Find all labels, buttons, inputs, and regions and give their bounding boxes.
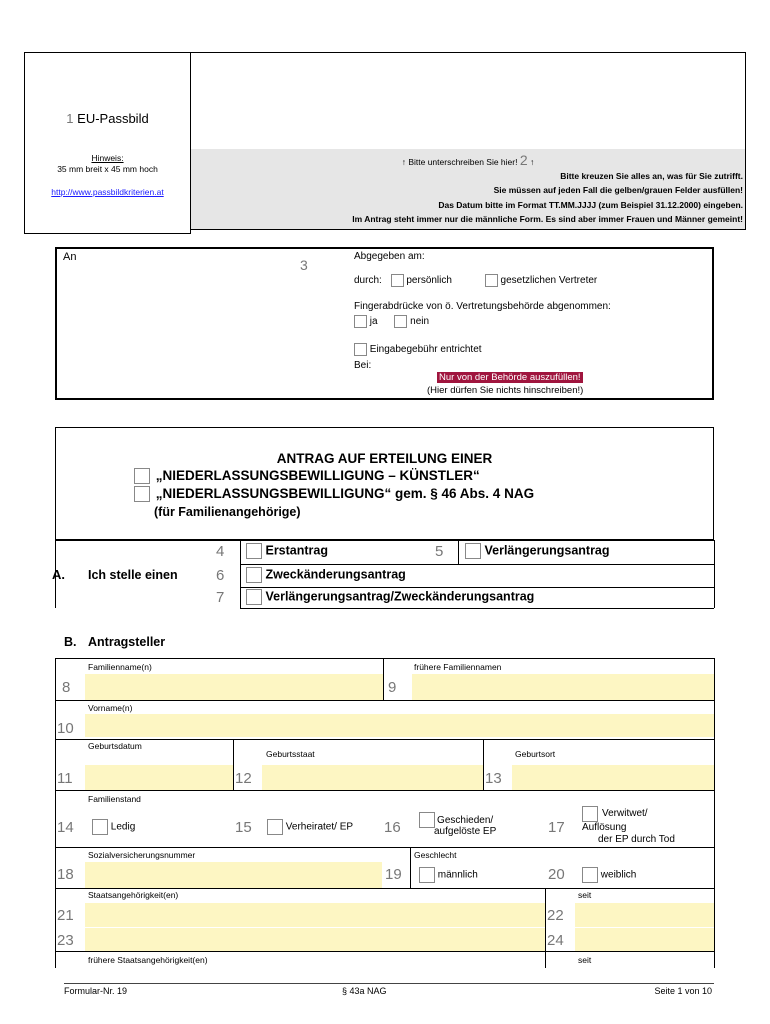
male-label: männlich bbox=[437, 869, 478, 881]
arrow-up-icon: ↑ bbox=[530, 157, 535, 167]
at-label: Bei: bbox=[354, 360, 372, 371]
fingerprints-no-checkbox[interactable] bbox=[394, 315, 407, 328]
field-number: 10 bbox=[57, 720, 74, 737]
fingerprints-yes-label: ja bbox=[369, 316, 378, 328]
fee-checkbox[interactable] bbox=[354, 343, 367, 356]
extension-checkbox[interactable] bbox=[465, 543, 481, 559]
photo-number: 1 bbox=[66, 111, 74, 126]
widowed-label-3: der EP durch Tod bbox=[598, 834, 675, 845]
section-b-title: Antragsteller bbox=[88, 635, 166, 649]
citizenship-label: Staatsangehörigkeit(en) bbox=[88, 890, 179, 900]
field-number: 24 bbox=[547, 932, 564, 949]
field-number: 11 bbox=[57, 770, 73, 787]
passbild-link[interactable]: http://www.passbildkriterien.at bbox=[51, 187, 164, 197]
by-label: durch: bbox=[354, 275, 382, 287]
authority-box bbox=[55, 247, 714, 400]
family-name-label: Familienname(n) bbox=[88, 662, 152, 672]
hint-title: Hinweis: bbox=[91, 153, 124, 163]
legal-rep-checkbox[interactable] bbox=[485, 274, 498, 287]
an-label: An bbox=[63, 251, 77, 263]
signature-number: 2 bbox=[519, 152, 528, 168]
fingerprints-yes-checkbox[interactable] bbox=[354, 315, 367, 328]
field-number: 22 bbox=[547, 907, 564, 924]
first-name-input[interactable] bbox=[85, 714, 714, 737]
title-line3: „NIEDERLASSUNGSBEWILLIGUNG“ gem. § 46 Abs. 4 NAG bbox=[155, 486, 535, 501]
fingerprints-no-label: nein bbox=[410, 316, 430, 328]
legal-rep-label: gesetzlichen Vertreter bbox=[500, 275, 598, 287]
married-label: Verheiratet/ EP bbox=[285, 821, 354, 833]
field-number: 16 bbox=[384, 819, 401, 836]
first-name-label: Vorname(n) bbox=[88, 703, 133, 713]
sex-label: Geschlecht bbox=[414, 850, 457, 860]
title-line2: „NIEDERLASSUNGSBEWILLIGUNG – KÜNSTLER“ bbox=[155, 468, 480, 483]
field-number: 6 bbox=[216, 567, 225, 584]
law-reference: § 43a NAG bbox=[342, 986, 387, 996]
fee-label: Eingabegebühr entrichtet bbox=[369, 344, 482, 356]
arrow-up-icon: ↑ bbox=[401, 157, 406, 167]
photo-label: EU-Passbild bbox=[77, 111, 149, 126]
citizenship-since-input-1[interactable] bbox=[575, 903, 714, 927]
since-label: seit bbox=[578, 890, 592, 900]
ssn-input[interactable] bbox=[85, 862, 382, 888]
female-label: weiblich bbox=[600, 869, 637, 881]
title-line1: ANTRAG AUF ERTEILUNG EINER bbox=[276, 451, 493, 466]
photo-box bbox=[24, 52, 191, 234]
single-checkbox[interactable] bbox=[92, 819, 108, 835]
field-number: 21 bbox=[57, 907, 74, 924]
option-label: Zweckänderungsantrag bbox=[265, 567, 406, 582]
field-number: 23 bbox=[57, 932, 74, 949]
field-number: 18 bbox=[57, 866, 74, 883]
birth-date-label: Geburtsdatum bbox=[88, 741, 142, 751]
first-application-checkbox[interactable] bbox=[246, 543, 262, 559]
former-family-names-label: frühere Familiennamen bbox=[414, 662, 502, 672]
widowed-label-1: Verwitwet/ bbox=[602, 808, 648, 819]
section-a-letter: A. bbox=[52, 567, 65, 582]
married-checkbox[interactable] bbox=[267, 819, 283, 835]
former-family-names-input[interactable] bbox=[412, 674, 714, 700]
submitted-label: Abgegeben am: bbox=[354, 251, 425, 262]
field-number: 4 bbox=[216, 543, 225, 560]
birth-date-input[interactable] bbox=[85, 765, 233, 790]
family-permit-checkbox[interactable] bbox=[134, 486, 150, 502]
field-number: 19 bbox=[385, 866, 402, 883]
field-number: 12 bbox=[235, 770, 252, 787]
citizenship-input-2[interactable] bbox=[85, 928, 545, 951]
field-number: 9 bbox=[388, 679, 397, 696]
option-label: Erstantrag bbox=[265, 543, 329, 558]
signature-prompt bbox=[191, 152, 745, 168]
citizenship-input-1[interactable] bbox=[85, 903, 545, 927]
instruction-line: Sie müssen auf jeden Fall die gelben/grauen Felder ausfüllen! bbox=[493, 185, 743, 195]
section-a-label: Ich stelle einen bbox=[88, 568, 178, 582]
former-citizenship-label: frühere Staatsangehörigkeit(en) bbox=[88, 955, 208, 965]
birth-place-label: Geburtsort bbox=[515, 749, 556, 759]
signature-field[interactable] bbox=[191, 53, 745, 149]
widowed-checkbox[interactable] bbox=[582, 806, 598, 822]
citizenship-since-input-2[interactable] bbox=[575, 928, 714, 951]
field-number: 13 bbox=[485, 770, 502, 787]
ssn-label: Sozialversicherungsnummer bbox=[88, 850, 196, 860]
divorced-checkbox[interactable] bbox=[419, 812, 435, 828]
purpose-change-checkbox[interactable] bbox=[246, 567, 262, 583]
birth-state-input[interactable] bbox=[262, 765, 483, 790]
no-write-note: (Hier dürfen Sie nichts hinschreiben!) bbox=[427, 385, 584, 396]
signature-prompt-text: Bitte unterschreiben Sie hier! bbox=[408, 157, 518, 167]
title-line4: (für Familienangehörige) bbox=[154, 505, 301, 519]
widowed-label-2: Auflösung bbox=[582, 822, 627, 833]
form-number: Formular-Nr. 19 bbox=[64, 986, 128, 996]
field-number: 15 bbox=[235, 819, 252, 836]
field-number: 14 bbox=[57, 819, 74, 836]
marital-status-label: Familienstand bbox=[88, 794, 141, 804]
field-number: 7 bbox=[216, 589, 225, 606]
birth-place-input[interactable] bbox=[512, 765, 714, 790]
instruction-line: Im Antrag steht immer nur die männliche Form. Es sind aber immer Frauen und Männer gemeint! bbox=[352, 214, 743, 224]
artist-permit-checkbox[interactable] bbox=[134, 468, 150, 484]
fingerprints-label: Fingerabdrücke von ö. Vertretungsbehörde abgenommen: bbox=[354, 301, 611, 312]
field-number: 20 bbox=[548, 866, 565, 883]
extension-purpose-change-checkbox[interactable] bbox=[246, 589, 262, 605]
authority-only-banner: Nur von der Behörde auszufüllen! bbox=[439, 372, 581, 383]
field-number: 17 bbox=[548, 819, 565, 836]
personal-checkbox[interactable] bbox=[391, 274, 404, 287]
family-name-input[interactable] bbox=[85, 674, 383, 700]
instruction-line: Bitte kreuzen Sie alles an, was für Sie zutrifft. bbox=[560, 171, 743, 181]
field-number: 8 bbox=[62, 679, 71, 696]
title-box bbox=[55, 427, 714, 540]
option-label: Verlängerungsantrag bbox=[484, 543, 610, 558]
option-label: Verlängerungsantrag/Zweckänderungsantrag bbox=[265, 589, 535, 604]
signature-box bbox=[190, 52, 746, 230]
page-number: Seite 1 von 10 bbox=[654, 986, 712, 996]
male-checkbox[interactable] bbox=[419, 867, 435, 883]
field-number: 5 bbox=[435, 543, 444, 560]
female-checkbox[interactable] bbox=[582, 867, 598, 883]
authority-number: 3 bbox=[300, 257, 308, 273]
single-label: Ledig bbox=[110, 821, 136, 833]
instruction-line: Das Datum bitte im Format TT.MM.JJJJ (zum Beispiel 31.12.2000) eingeben. bbox=[438, 200, 743, 210]
hint-size: 35 mm breit x 45 mm hoch bbox=[57, 164, 158, 174]
personal-label: persönlich bbox=[406, 275, 452, 287]
birth-state-label: Geburtsstaat bbox=[266, 749, 315, 759]
section-b-letter: B. bbox=[64, 635, 77, 649]
since-label: seit bbox=[578, 955, 592, 965]
divorced-label: Geschieden/ aufgelöste EP bbox=[434, 815, 497, 837]
